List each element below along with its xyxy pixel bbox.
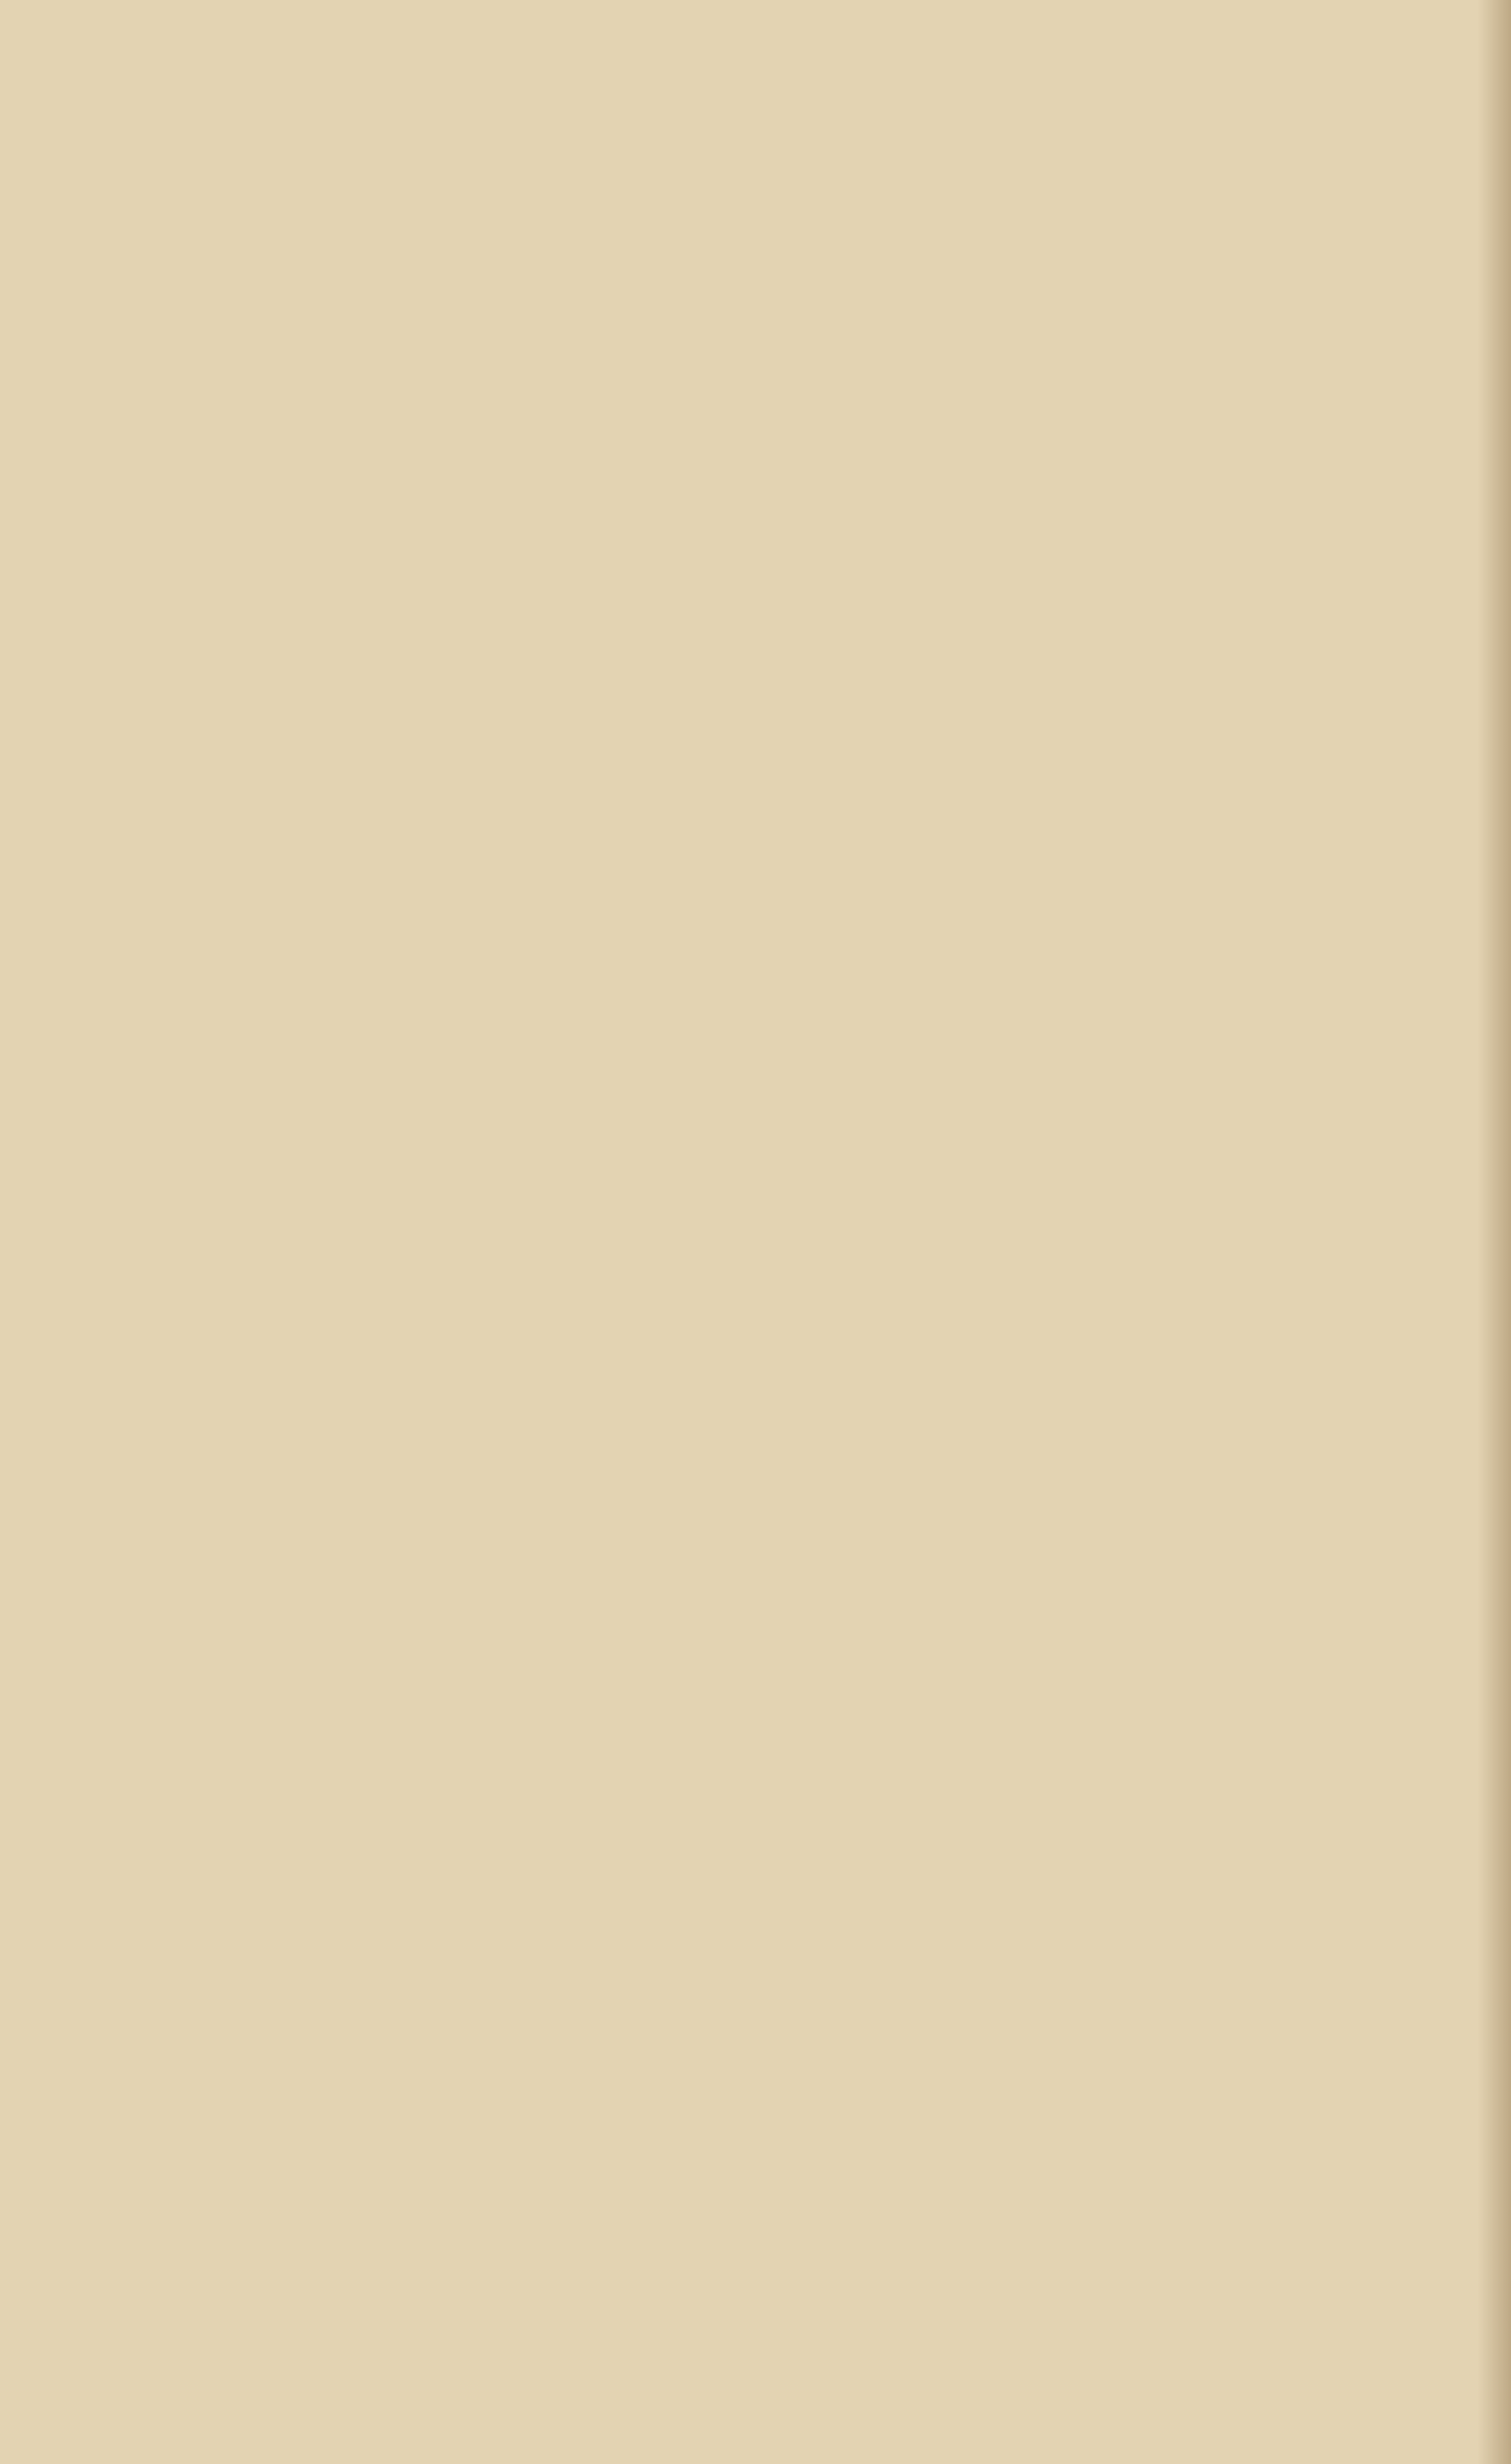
treble-staff <box>67 193 1457 318</box>
page-edge-shadow <box>1477 0 1511 2464</box>
bass-staff <box>67 1391 1457 1516</box>
music-system-1 <box>67 193 1457 612</box>
treble-staff <box>67 1123 1457 1248</box>
page-header <box>0 50 1511 126</box>
bass-staff <box>67 2229 1457 2354</box>
music-system-4 <box>67 1617 1457 1969</box>
bass-staff <box>67 1818 1457 1944</box>
bass-staff <box>67 917 1457 1043</box>
bass-staff <box>67 436 1457 561</box>
treble-staff <box>67 653 1457 779</box>
music-system-2 <box>67 653 1457 1072</box>
treble-staff <box>67 2019 1457 2145</box>
treble-staff <box>67 1617 1457 1743</box>
music-system-3 <box>67 1123 1457 1542</box>
music-system-5 <box>67 2019 1457 2405</box>
